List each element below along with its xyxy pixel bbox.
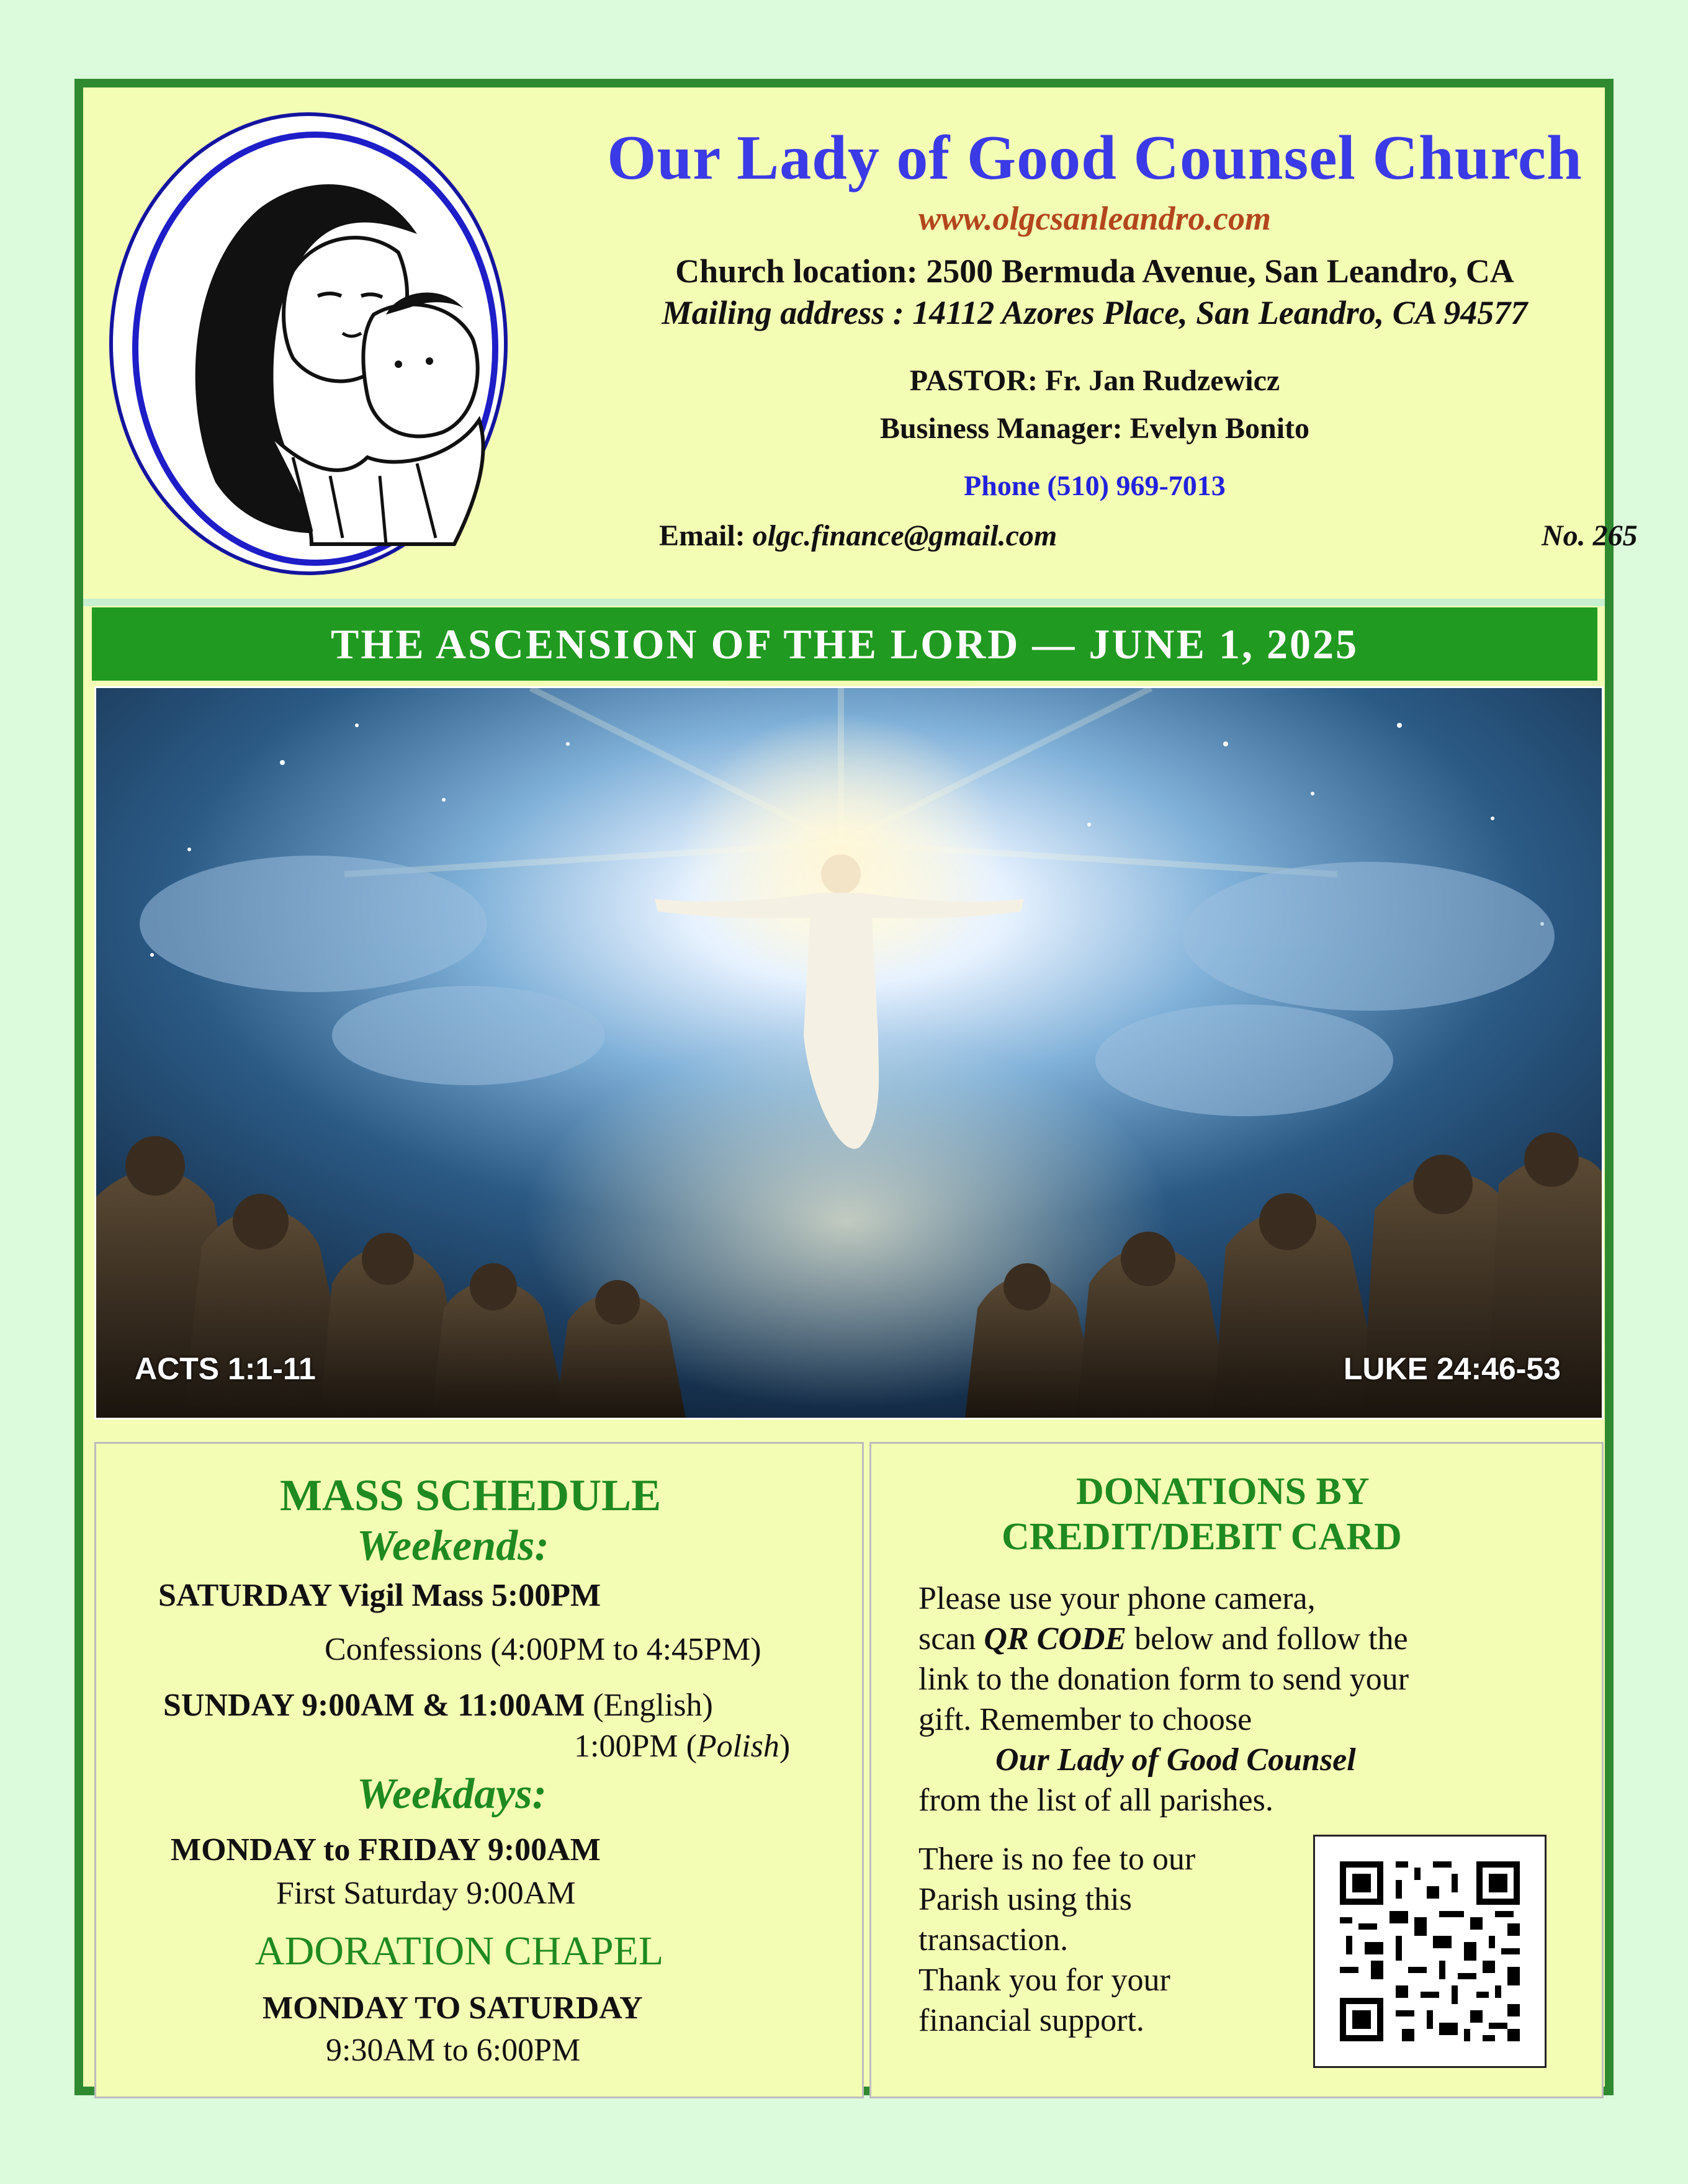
- issue-number: No. 265: [1542, 519, 1638, 552]
- sunday-times: SUNDAY 9:00AM & 11:00AM: [163, 1688, 585, 1723]
- weekdays-heading: Weekdays:: [357, 1770, 547, 1818]
- donations-panel: [869, 1442, 1604, 2098]
- thanks-text-2: financial support.: [918, 2003, 1144, 2038]
- sunday-polish-mass: [574, 1728, 790, 1765]
- qr-code-label: QR CODE: [984, 1621, 1127, 1657]
- divider: [83, 599, 1605, 606]
- email-label: Email:: [659, 519, 753, 552]
- fee-text-3: transaction.: [918, 1922, 1069, 1958]
- fee-text-1: There is no fee to our: [918, 1842, 1196, 1877]
- donation-text-1: Please use your phone camera,: [918, 1581, 1316, 1616]
- donation-text-6: from the list of all parishes.: [918, 1783, 1273, 1818]
- weekday-mass: MONDAY to FRIDAY 9:00AM: [171, 1832, 601, 1868]
- ascension-image: [94, 686, 1604, 1420]
- donations-title-1: DONATIONS BY: [1076, 1470, 1370, 1513]
- donation-text-4: gift. Remember to choose: [918, 1702, 1252, 1737]
- church-title: Our Lady of Good Counsel Church: [607, 123, 1582, 193]
- email-address[interactable]: olgc.finance@gmail.com: [752, 519, 1057, 552]
- mass-schedule-title: MASS SCHEDULE: [280, 1470, 662, 1520]
- adoration-hours: 9:30AM to 6:00PM: [326, 2033, 581, 2068]
- pastor: PASTOR: Fr. Jan Rudzewicz: [909, 364, 1280, 397]
- sunday-mass: [163, 1687, 713, 1724]
- business-manager: Business Manager: Evelyn Bonito: [879, 412, 1310, 445]
- phone-number[interactable]: Phone (510) 969-7013: [964, 470, 1226, 501]
- acts-reference: ACTS 1:1-11: [135, 1351, 316, 1386]
- polish-close: ): [779, 1729, 791, 1764]
- follow-text: below and follow the: [1126, 1621, 1408, 1657]
- feast-banner: THE ASCENSION OF THE LORD — JUNE 1, 2025: [92, 607, 1597, 681]
- church-location: Church location: 2500 Bermuda Avenue, San Leandro, CA: [675, 253, 1514, 290]
- luke-reference: LUKE 24:46-53: [1343, 1351, 1561, 1386]
- donations-title-2: CREDIT/DEBIT CARD: [1002, 1516, 1402, 1558]
- polish-time: 1:00PM (: [574, 1729, 697, 1764]
- donation-text-2: [918, 1621, 1408, 1657]
- adoration-days: MONDAY TO SATURDAY: [263, 1990, 643, 2026]
- madonna-logo: [107, 110, 510, 578]
- parish-name: Our Lady of Good Counsel: [995, 1742, 1356, 1778]
- donation-text-3: link to the donation form to send your: [918, 1662, 1409, 1697]
- weekends-heading: Weekends:: [357, 1522, 549, 1570]
- polish-label: Polish: [696, 1729, 779, 1764]
- website-link[interactable]: www.olgcsanleandro.com: [918, 200, 1272, 237]
- confessions: Confessions (4:00PM to 4:45PM): [325, 1632, 761, 1667]
- scan-text: scan: [918, 1621, 984, 1657]
- mass-schedule-panel: [94, 1442, 864, 2098]
- bulletin-frame: [74, 79, 1638, 2095]
- donation-qr-code[interactable]: [1313, 1835, 1547, 2068]
- thanks-text-1: Thank you for your: [918, 1962, 1170, 1998]
- mailing-address: Mailing address : 14112 Azores Place, San Leandro, CA 94577: [662, 294, 1528, 331]
- sunday-english: (English): [585, 1688, 713, 1723]
- adoration-chapel-heading: ADORATION CHAPEL: [255, 1928, 664, 1974]
- fee-text-2: Parish using this: [918, 1882, 1132, 1917]
- first-saturday: First Saturday 9:00AM: [276, 1876, 576, 1911]
- saturday-vigil: SATURDAY Vigil Mass 5:00PM: [158, 1578, 601, 1613]
